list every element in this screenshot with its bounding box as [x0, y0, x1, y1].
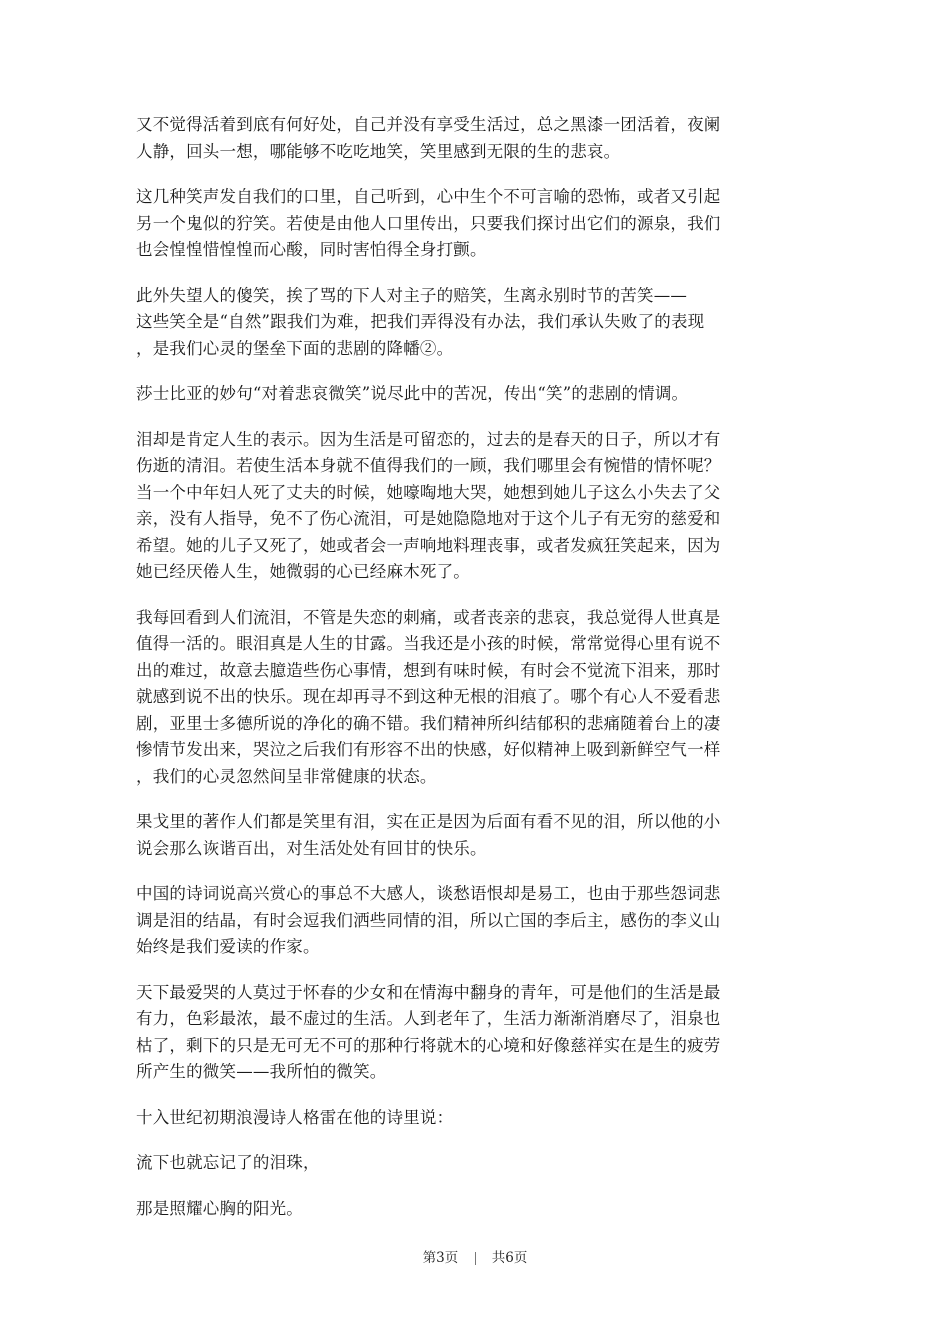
poem-line: 流下也就忘记了的泪珠， [136, 1153, 320, 1172]
paragraph: 十入世纪初期浪漫诗人格雷在他的诗里说： [136, 1107, 454, 1127]
paragraph: 又不觉得活着到底有何好处，自己并没有享受生活过，总之黑漆一团活着，夜阑 人静，回头一想，哪能够不吃吃地笑，笑里感到无限的生的悲哀。 [136, 115, 721, 161]
paragraph: 这几种笑声发自我们的口里，自己听到，心中生个不可言喻的恐怖，或者又引起 另一个鬼似的狞笑。若使是由他人口里传出，只要我们探讨出它们的源泉，我们 也会惶惶惜惶惶而心酸，同时害怕得全身打颤。 [136, 187, 721, 259]
paragraph: 果戈里的著作人们都是笑里有泪，实在正是因为后面有看不见的泪，所以他的小 说会那么诙谐百出，对生活处处有回甘的快乐。 [136, 812, 721, 858]
paragraph: 莎士比亚的妙句“对着悲哀微笑”说尽此中的苦况，传出“笑”的悲剧的情调。 [136, 384, 689, 403]
paragraph: 泪却是肯定人生的表示。因为生活是可留恋的，过去的是春天的日子，所以才有 伤逝的清泪。若使生活本身就不值得我们的一顾，我们哪里会有惋惜的情怀呢？ 当一个中年妇人死了丈夫的时候，她嚎啕地大哭，她想到她儿子这么小失去了父 亲，没有人指导，免不了伤心流泪，可是她隐隐地对于这个儿子有无穷的慈爱和 希望。她的儿子又死了，她或者会一声响地料理丧事，或者发疯狂笑起来，因为 她已经厌倦人生，她微弱的心已经麻木死了。 [136, 429, 721, 581]
paragraph: 此外失望人的傻笑，挨了骂的下人对主子的赔笑，生离永别时节的苦笑—— 这些笑全是“自然”跟我们为难，把我们弄得没有办法，我们承认失败了的表现 ，是我们心灵的堡垒下面的悲剧的降幡②。 [136, 285, 705, 358]
footer-divider [475, 1252, 476, 1265]
page-footer [0, 1246, 950, 1266]
page-total: 共6页 [491, 1250, 528, 1266]
paragraph: 天下最爱哭的人莫过于怀春的少女和在情海中翻身的青年，可是他们的生活是最 有力，色彩最浓，最不虚过的生活。人到老年了，生活力渐渐消磨尽了，泪泉也 枯了，剩下的只是无可无不可的那种行将就木的心境和好像慈祥实在是生的疲劳 所产生的微笑——我所怕的微笑。 [136, 982, 721, 1081]
paragraph: 中国的诗词说高兴赏心的事总不大感人，谈愁语恨却是易工，也由于那些怨词悲 调是泪的结晶，有时会逗我们洒些同情的泪，所以亡国的李后主，感伤的李义山 始终是我们爱读的作家。 [136, 884, 721, 956]
document-body [136, 112, 816, 1241]
poem-line: 那是照耀心胸的阳光。 [136, 1198, 303, 1218]
paragraph: 我每回看到人们流泪，不管是失恋的刺痛，或者丧亲的悲哀，我总觉得人世真是 值得一活的。眼泪真是人生的甘露。当我还是小孩的时候，常常觉得心里有说不 出的难过，故意去臆造些伤心事情，想到有味时候，有时会不觉流下泪来，那时 就感到说不出的快乐。现在却再寻不到这种无根的泪痕了。哪个有心人不爱看悲 剧，亚里士多德所说的净化的确不错。我们精神所纠结郁积的悲痛随着台上的凄 惨情节发出来，哭泣之后我们有形容不出的快感，好似精神上吸到新鲜空气一样 ，我们的心灵忽然间呈非常健康的状态。 [136, 607, 721, 786]
page-number: 第3页 [422, 1250, 459, 1266]
